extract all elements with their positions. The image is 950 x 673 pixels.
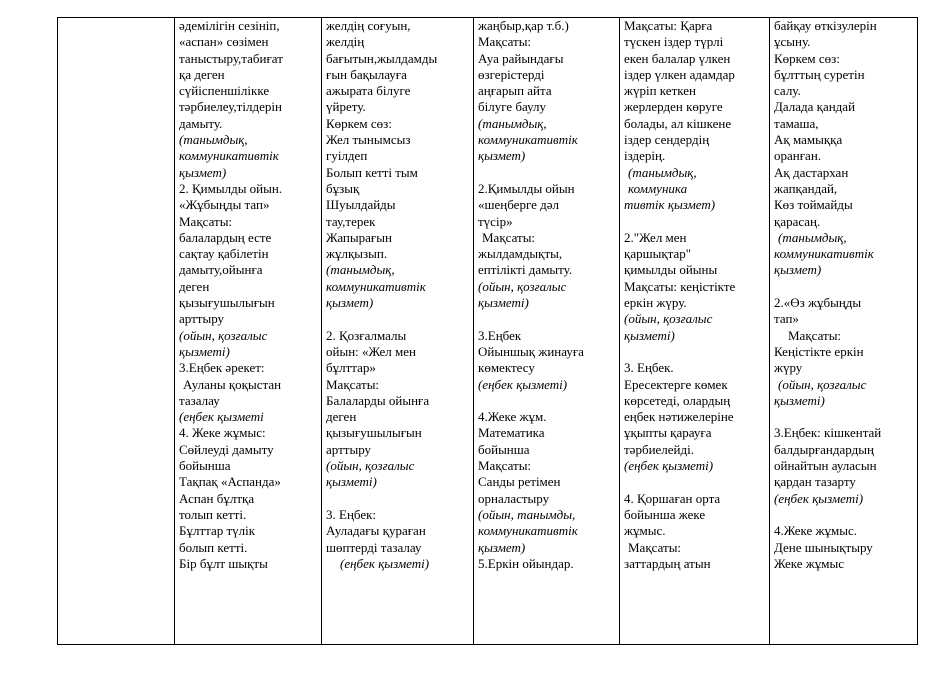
text-line: бойынша жеке [624, 506, 706, 522]
text-line: коммуникативтік [774, 246, 874, 262]
text-line: Ойыншық жинауға [478, 343, 584, 359]
text-line: білуге баулу [478, 99, 547, 115]
text-line [478, 393, 615, 409]
text-line: ұсыну. [774, 34, 811, 50]
text-line: балдырғандардың [774, 441, 874, 457]
text-line: (ойын, қозғалыс [179, 327, 268, 343]
text-line: Сөйлеуді дамыту [179, 441, 274, 457]
text-line: бұзық [326, 180, 360, 196]
text-line [326, 491, 469, 507]
text-line: екен балалар үлкен [624, 50, 731, 66]
text-line: Мақсаты: кеңістікте [624, 278, 736, 294]
text-line: тау,терек [326, 213, 376, 229]
text-line: Мақсаты: [326, 376, 380, 392]
text-line: іздерің. [624, 148, 666, 164]
text-line: Мақсаты: [628, 539, 682, 555]
text-line [624, 214, 765, 230]
text-line: Көркем сөз: [774, 50, 840, 66]
text-line: ұқыпты қарауға [624, 425, 712, 441]
text-line: 3. Еңбек: [326, 506, 377, 522]
text-line: орналастыру [478, 490, 550, 506]
text-line: коммуникативтік [478, 132, 578, 148]
text-line: Болып кетті тым [326, 164, 418, 180]
column-5-cell [770, 18, 918, 645]
text-line: қызметі) [326, 474, 377, 490]
text-line: байқау өткізулерін [774, 18, 877, 33]
text-line: (танымдық, [478, 115, 547, 131]
text-line: Ақ мамыққа [774, 132, 843, 148]
text-line: үйрету. [326, 99, 366, 115]
text-line: (ойын, қозғалыс [778, 376, 867, 392]
text-line: арттыру [326, 441, 372, 457]
text-line: коммуникативтік [326, 278, 426, 294]
text-line: қызметі) [179, 343, 230, 359]
text-line: жұмыс. [624, 523, 666, 539]
text-line: 4. Жеке жұмыс: [179, 425, 266, 441]
text-line: 2. Қозғалмалы [326, 327, 407, 343]
text-line: (танымдық, [628, 164, 697, 180]
text-line [774, 507, 913, 523]
text-line [624, 474, 765, 490]
text-line: бойынша [179, 458, 231, 474]
text-line: ғын бақылауға [326, 66, 407, 82]
text-line [326, 311, 469, 327]
text-line: толып кетті. [179, 506, 247, 522]
text-line: тәрбиелейді. [624, 441, 694, 457]
text-line [774, 409, 913, 425]
text-line: қардан тазарту [774, 474, 856, 490]
text-line: жапқандай, [774, 180, 838, 196]
text-line: жылдамдықты, [478, 246, 563, 262]
text-line: (ойын, қозғалыс [478, 278, 567, 294]
text-line: Тақпақ «Аспанда» [179, 474, 281, 490]
text-line: Мақсаты: Қарға [624, 18, 713, 33]
text-line: желдің соғуын, [326, 18, 411, 33]
text-line: (еңбек қызметі) [340, 555, 430, 571]
text-line: 3. Еңбек. [624, 360, 674, 376]
text-line: 4.Жеке жұм. [478, 409, 547, 425]
column-1-cell [175, 18, 322, 645]
text-line: (танымдық, [326, 262, 395, 278]
text-line: қызметі) [774, 392, 825, 408]
text-line: 4. Қоршаған орта [624, 490, 721, 506]
text-line: бұлттар» [326, 360, 376, 376]
text-line: Далада қандай [774, 99, 856, 115]
text-line: Аспан бұлтқа [179, 490, 255, 506]
text-line: салу. [774, 83, 801, 99]
text-line: (еңбек қызметі [179, 409, 264, 425]
text-line: жерлерден көруге [624, 99, 723, 115]
text-line: «шеңберге дәл [478, 197, 560, 213]
text-line: Жеке жұмыс [774, 555, 844, 571]
text-line: Бұлттар түлік [179, 523, 256, 539]
text-line: таныстыру,табиғат [179, 50, 283, 66]
column-2-cell [322, 18, 474, 645]
text-line: бұлттың суретін [774, 66, 865, 82]
text-line: іздер үлкен адамдар [624, 66, 735, 82]
text-line: коммуникативтік [478, 523, 578, 539]
text-line: Балаларды ойынға [326, 392, 430, 408]
text-line: түскен іздер түрлі [624, 34, 724, 50]
text-line: әдемілігін сезініп, [179, 18, 280, 33]
text-line: Математика [478, 425, 545, 441]
text-line: шөптерді тазалау [326, 539, 422, 555]
text-line: 2.«Өз жұбыңды [774, 295, 862, 311]
text-line: гуілдеп [326, 148, 368, 164]
text-line: болады, ал кішкене [624, 115, 732, 131]
text-line: қызмет) [478, 539, 526, 555]
text-line: қызмет) [326, 295, 374, 311]
text-line: сүйіспеншілікке [179, 83, 270, 99]
text-line: Жел тынымсыз [326, 132, 411, 148]
text-line: жүріп кеткен [624, 83, 696, 99]
text-line: сақтау қабілетін [179, 246, 269, 262]
text-line: балалардың есте [179, 229, 272, 245]
text-line: қызығушылығын [179, 295, 275, 311]
text-line: Ауладағы қураған [326, 523, 426, 539]
text-line: (ойын, қозғалыс [326, 458, 415, 474]
text-line: деген [326, 409, 357, 425]
text-line: бағытын,жылдамды [326, 50, 438, 66]
text-line: 2."Жел мен [624, 229, 687, 245]
text-line: оранған. [774, 148, 822, 164]
text-line: Ақ дастархан [774, 164, 849, 180]
text-line: ептілікті дамыту. [478, 262, 573, 278]
text-line: тап» [774, 311, 799, 327]
plan-table [57, 17, 918, 645]
text-line: 3.Еңбек: кішкентай [774, 425, 882, 441]
text-line: коммуника [628, 180, 688, 196]
text-line: қызмет) [478, 148, 526, 164]
text-line: Мақсаты: [478, 34, 532, 50]
text-line [774, 279, 913, 295]
text-line: 2.Қимылды ойын [478, 180, 575, 196]
text-line: «Жұбыңды тап» [179, 197, 270, 213]
text-line: «аспан» сөзімен [179, 34, 269, 50]
text-line: қаршықтар" [624, 246, 692, 262]
text-line: тазалау [179, 392, 220, 408]
text-line: қызмет) [179, 164, 227, 180]
text-line: коммуникативтік [179, 148, 279, 164]
text-line: тивтік қызмет) [624, 197, 716, 213]
text-line: қызмет) [774, 262, 822, 278]
text-line: 2. Қимылды ойын. [179, 180, 283, 196]
text-line: еркін жүру. [624, 295, 687, 311]
text-line: дамыту. [179, 115, 223, 131]
text-line: 3.Еңбек әрекет: [179, 360, 265, 376]
text-line: тамаша, [774, 115, 819, 131]
text-line: (ойын, танымды, [478, 506, 576, 522]
text-line [478, 165, 615, 181]
text-line: қа деген [179, 66, 225, 82]
text-line: аңғарып айта [478, 83, 552, 99]
text-line: 5.Еркін ойындар. [478, 555, 574, 571]
text-line: тәрбиелеу,тілдерін [179, 99, 282, 115]
text-line: ажырата білуге [326, 83, 411, 99]
text-line: Жапырағын [326, 229, 392, 245]
text-line: еңбек нәтижелеріне [624, 409, 734, 425]
text-line: 3.Еңбек [478, 327, 522, 343]
text-line: қимылды ойыны [624, 262, 718, 278]
text-line: Мақсаты: [482, 229, 536, 245]
text-line: жүру [774, 360, 803, 376]
text-line: ойнайтын ауласын [774, 458, 877, 474]
text-line: дамыту,ойынға [179, 262, 263, 278]
table-row [58, 18, 918, 645]
text-line: қызметі) [624, 327, 675, 343]
column-3-cell [474, 18, 620, 645]
text-line: Ересектерге көмек [624, 376, 728, 392]
text-line: ойын: «Жел мен [326, 343, 416, 359]
text-line: жаңбыр,қар т.б.) [478, 18, 569, 33]
text-line: Шуылдайды [326, 197, 396, 213]
text-line: (танымдық, [778, 229, 847, 245]
text-line [624, 344, 765, 360]
text-line: түсір» [478, 213, 513, 229]
text-line: Көркем сөз: [326, 115, 392, 131]
text-line: Мақсаты: [478, 458, 532, 474]
text-line: Көз тоймайды [774, 197, 853, 213]
text-line: өзгерістерді [478, 66, 545, 82]
text-line: болып кетті. [179, 539, 248, 555]
text-line: (танымдық, [179, 132, 248, 148]
text-line: Кеңістікте еркін [774, 343, 864, 359]
text-line: (еңбек қызметі) [478, 376, 568, 392]
text-line: заттардың атын [624, 555, 711, 571]
text-line: жұлқызып. [326, 246, 388, 262]
text-line: арттыру [179, 311, 225, 327]
text-line: Ауа райындағы [478, 50, 564, 66]
text-line: Бір бұлт шықты [179, 555, 268, 571]
text-line: (еңбек қызметі) [624, 458, 714, 474]
text-line: қарасаң. [774, 213, 821, 229]
text-line: Ауланы қоқыстан [183, 376, 282, 392]
text-line [478, 311, 615, 327]
text-line: іздер сендердің [624, 132, 710, 148]
text-line: деген [179, 278, 210, 294]
text-line: қызығушылығын [326, 425, 422, 441]
column-0-cell [58, 18, 175, 645]
text-line: Санды ретімен [478, 474, 561, 490]
text-line: (ойын, қозғалыс [624, 311, 713, 327]
text-line: Мақсаты: [179, 213, 233, 229]
column-4-cell [620, 18, 770, 645]
text-line: Мақсаты: [788, 327, 842, 343]
text-line: көрсетеді, олардың [624, 392, 731, 408]
text-line: (еңбек қызметі) [774, 490, 864, 506]
text-line: бойынша [478, 441, 530, 457]
text-line: қызметі) [478, 295, 529, 311]
text-line: көмектесу [478, 360, 535, 376]
text-line: Дене шынықтыру [774, 539, 873, 555]
text-line: 4.Жеке жұмыс. [774, 523, 857, 539]
text-line: желдің [326, 34, 365, 50]
